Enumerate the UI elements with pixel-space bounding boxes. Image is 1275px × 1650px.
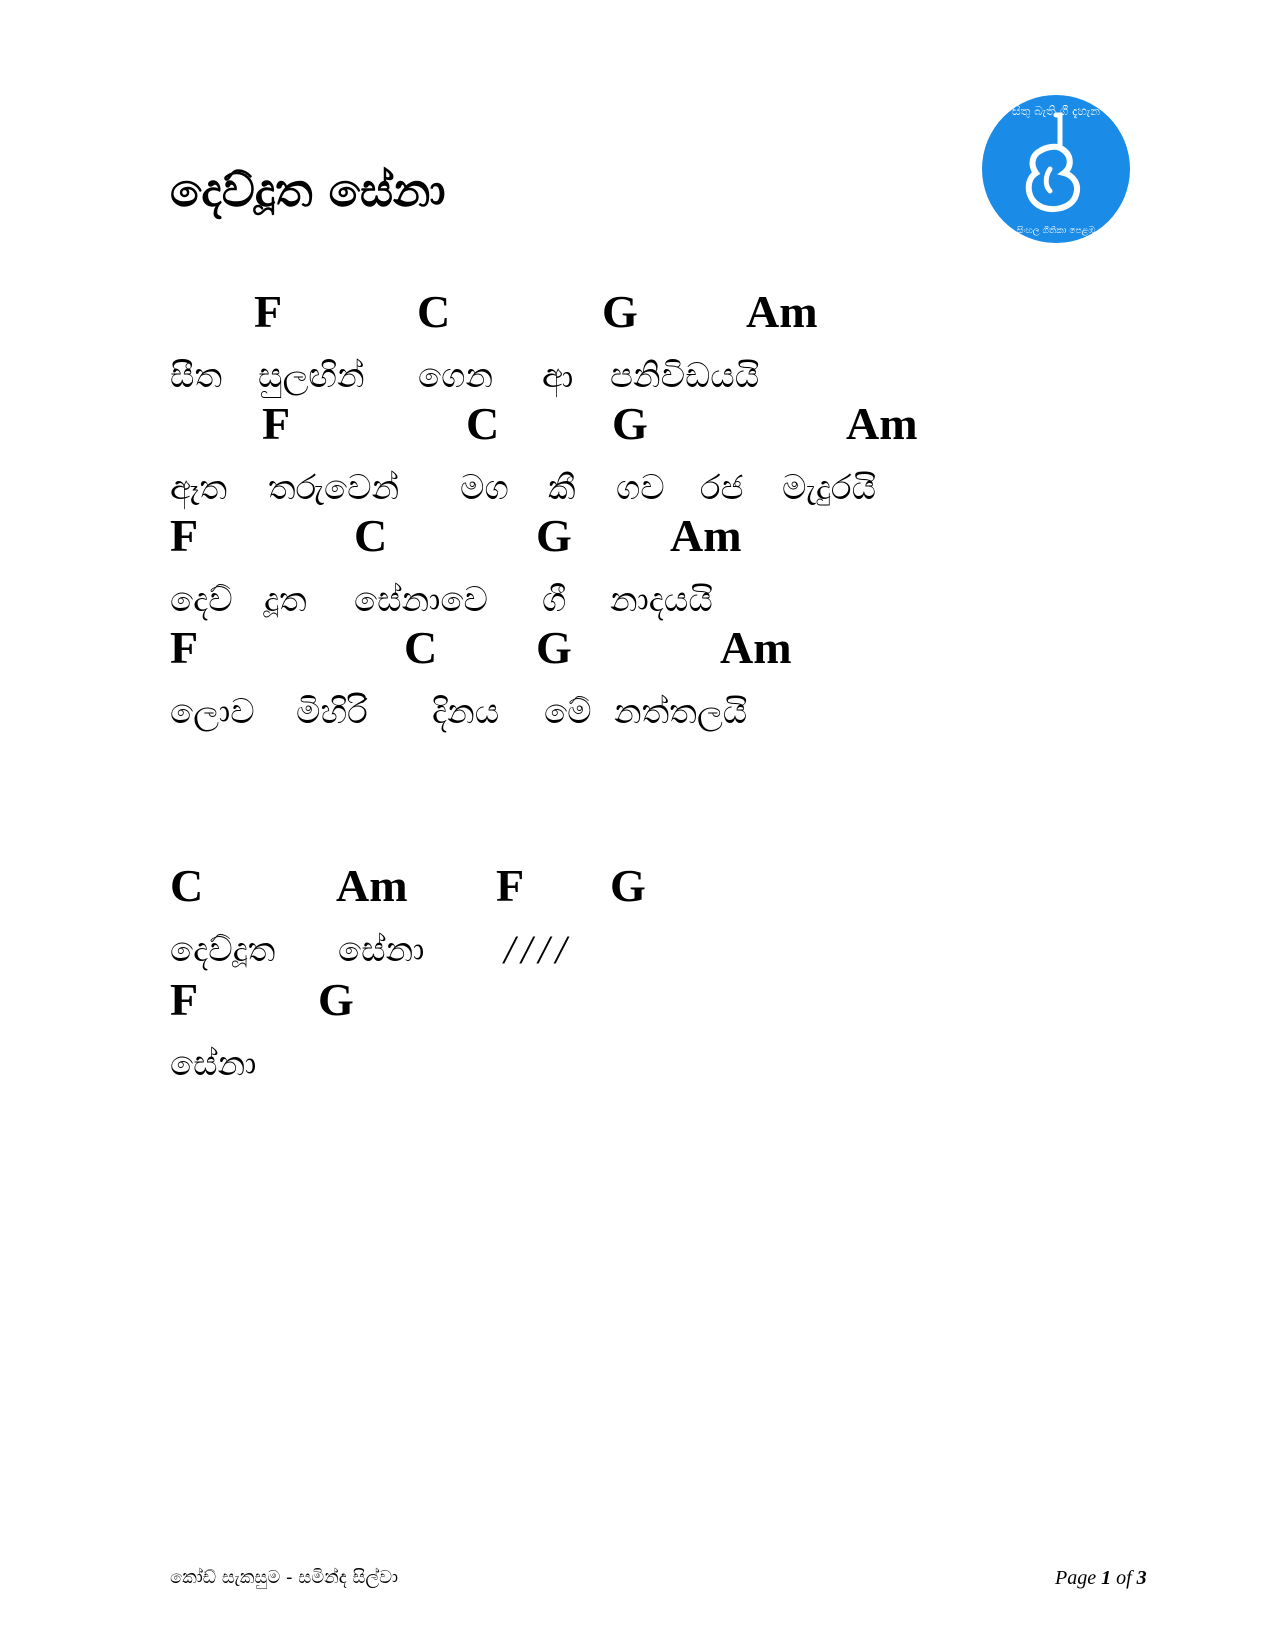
lyric-word: නාදයයි	[610, 580, 713, 620]
chord: C	[417, 286, 451, 337]
strum-marks: ////	[504, 927, 573, 972]
chord: F	[170, 622, 199, 673]
lyric-word: සේනා	[338, 930, 425, 970]
lyric-word: ගී	[542, 580, 567, 620]
chord: F	[254, 286, 283, 337]
chord: G	[612, 398, 648, 449]
page-of: of	[1116, 1567, 1132, 1589]
chord: G	[610, 860, 646, 911]
lyric-word: සුලඟින්	[258, 356, 365, 396]
page-word: Page	[1055, 1567, 1097, 1589]
lyric-word: කී	[548, 468, 576, 508]
lyric-word: මැදුරයි	[782, 468, 877, 508]
lyric-word: ඈත	[170, 468, 228, 508]
chord: F	[170, 510, 199, 561]
lyric-word: තරුවෙන්	[268, 468, 400, 508]
chord: G	[318, 974, 354, 1025]
page-current: 1	[1101, 1567, 1112, 1589]
chord: Am	[720, 622, 792, 673]
song-title: දෙව්දූත සේනා	[170, 163, 446, 217]
page-total: 3	[1136, 1567, 1147, 1589]
lyric-word: මිහිරි	[296, 692, 368, 732]
lyric-word: මේ	[544, 692, 592, 732]
chord: C	[404, 622, 438, 673]
lyric-word: නත්තලයි	[614, 692, 748, 732]
guitar-emblem-icon	[980, 93, 1132, 245]
lyric-word: රජ	[700, 468, 744, 508]
lyric-word: දිනය	[432, 692, 500, 732]
lyric-word: දෙව්	[170, 580, 233, 620]
chord: G	[536, 510, 572, 561]
chord: Am	[746, 286, 818, 337]
chord: G	[536, 622, 572, 673]
lyric-word: ආ	[542, 356, 574, 396]
chord: C	[354, 510, 388, 561]
lyric-word: සේනාවෙ	[354, 580, 488, 620]
chord: Am	[670, 510, 742, 561]
lyric-word: ගෙන	[418, 356, 494, 396]
lyric-word: දෙව්දූත	[170, 930, 276, 970]
chord: F	[496, 860, 525, 911]
chord: C	[170, 860, 204, 911]
logo-bottom-text: සිංහල ගීතිකා පෙළඹ	[1016, 226, 1096, 236]
lyric-word: සේනා	[170, 1044, 257, 1084]
logo-top-text: සිතු බැති ගී දැහැන	[1012, 104, 1100, 118]
chord: Am	[336, 860, 408, 911]
chord: C	[466, 398, 500, 449]
lyric-word: පනිවිඩයයි	[610, 356, 760, 396]
lyric-word: සීත	[170, 356, 223, 396]
arranger-credit: කෝඩ් සැකසුම - සමින්ද සිල්වා	[170, 1567, 399, 1588]
chord: Am	[846, 398, 918, 449]
lyric-word: දූත	[264, 580, 307, 620]
chord: G	[602, 286, 638, 337]
page-number	[1055, 1566, 1147, 1590]
lyric-word: ගව	[616, 468, 665, 508]
lyric-word: මග	[460, 468, 509, 508]
lyric-word: ලොව	[170, 692, 255, 732]
chord: F	[262, 398, 291, 449]
chord: F	[170, 974, 199, 1025]
